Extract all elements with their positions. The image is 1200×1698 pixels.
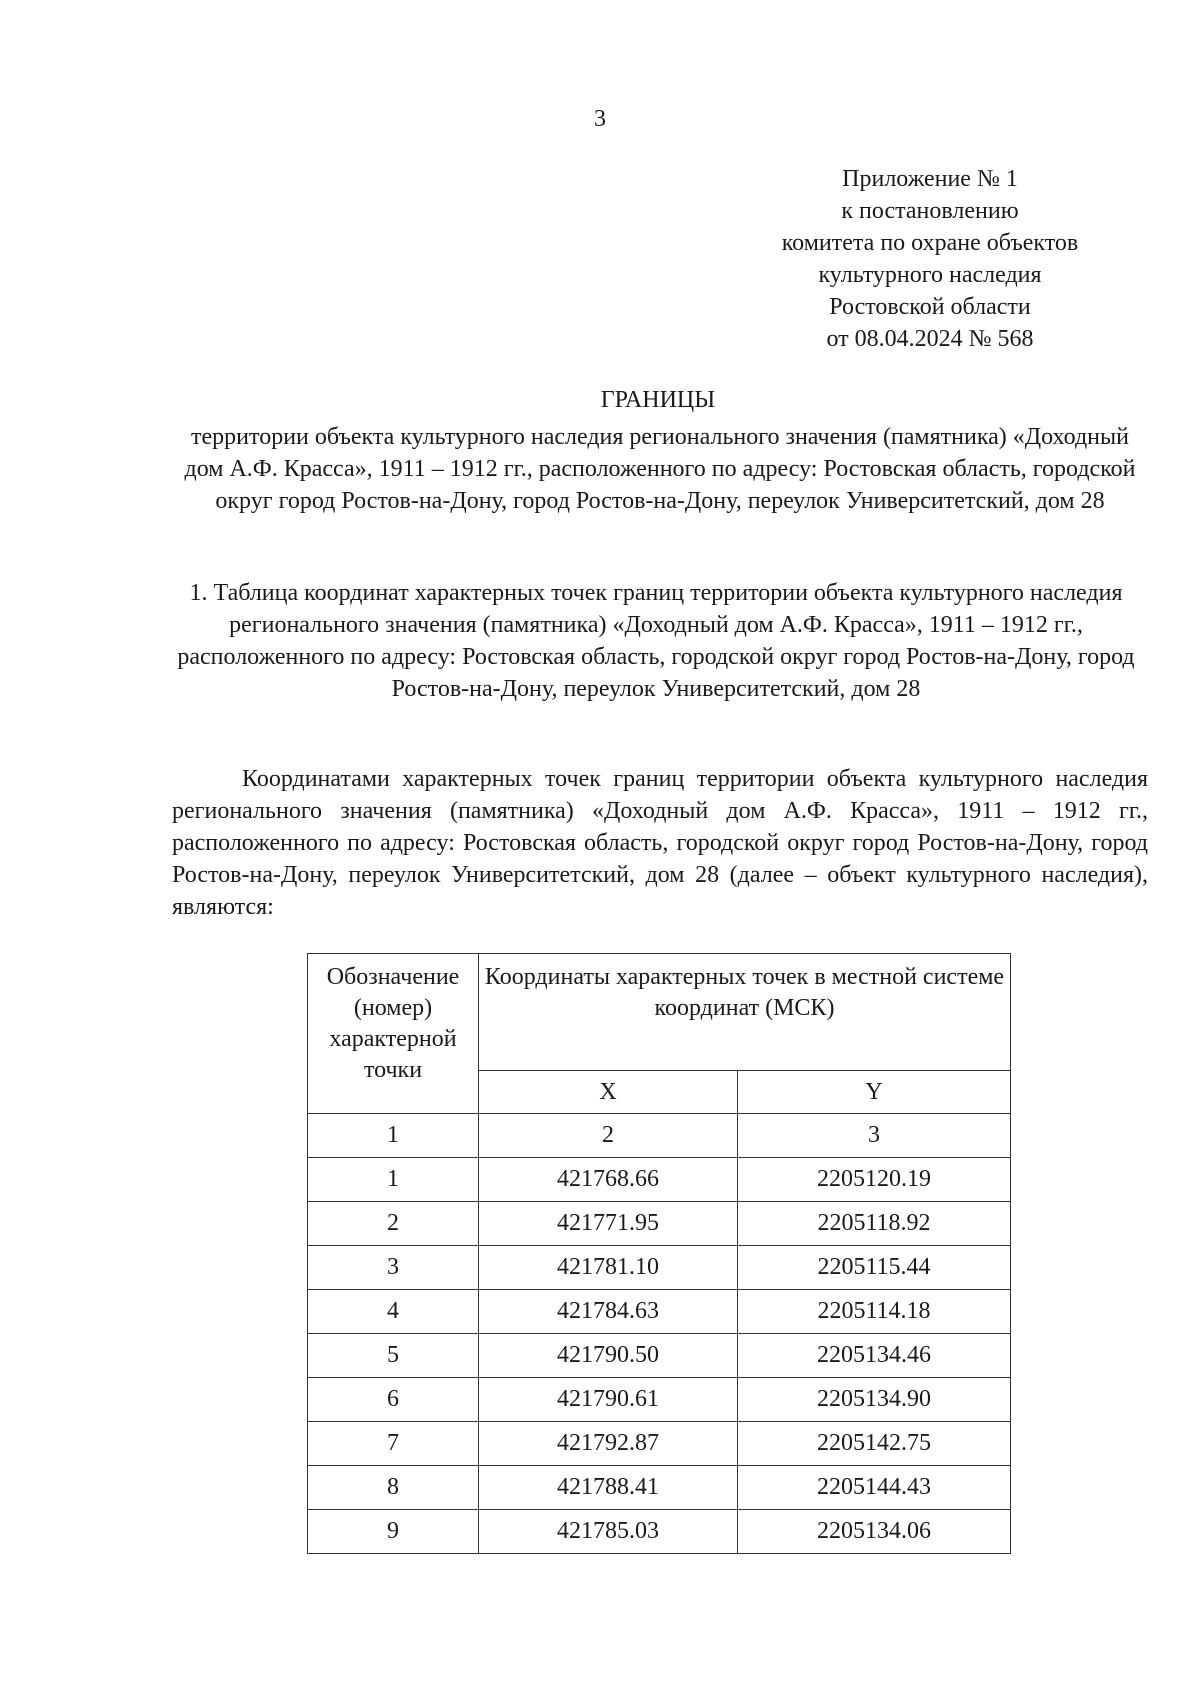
y-coordinate-cell: 2205118.92 xyxy=(738,1202,1011,1246)
x-coordinate-cell: 421785.03 xyxy=(479,1510,738,1554)
header-coordinates: Координаты характерных точек в местной системе координат (МСК) xyxy=(479,954,1011,1071)
appendix-line: культурного наследия xyxy=(818,262,1042,288)
column-index: 3 xyxy=(738,1114,1011,1158)
appendix-line: Ростовской области xyxy=(829,294,1031,320)
point-number-cell: 7 xyxy=(308,1422,479,1466)
point-number-cell: 4 xyxy=(308,1290,479,1334)
x-coordinate-cell: 421784.63 xyxy=(479,1290,738,1334)
header-y: Y xyxy=(738,1071,1011,1114)
intro-paragraph: Координатами характерных точек границ территории объекта культурного наследия регионального значения (памятника) «Доходный дом А.Ф. Красса», 1911 – 1912 гг., расположенного по адресу: Ростовская область, городской округ город Ростов-на-Дону, город Ростов-на-Дону, переулок Университетский, дом 28 (далее – объект культурного наследия), являются: xyxy=(172,766,1148,920)
x-coordinate-cell: 421790.61 xyxy=(479,1378,738,1422)
point-number-cell: 3 xyxy=(308,1246,479,1290)
section-heading: 1. Таблица координат характерных точек границ территории объекта культурного наследия регионального значения (памятника) «Доходный дом А.Ф. Красса», 1911 – 1912 гг., расположенного по адресу: Ростовская область, городской округ город Ростов-на-Дону, город Ростов-на-Дону, переулок Университетский, дом 28 xyxy=(177,580,1135,702)
header-x: X xyxy=(479,1071,738,1114)
header-point-label: Обозначение (номер) характерной точки xyxy=(308,954,479,1114)
y-coordinate-cell: 2205144.43 xyxy=(738,1466,1011,1510)
table-row xyxy=(308,1202,1011,1246)
column-index: 1 xyxy=(308,1114,479,1158)
point-number-cell: 9 xyxy=(308,1510,479,1554)
point-number-cell: 2 xyxy=(308,1202,479,1246)
coordinates-table xyxy=(307,953,1011,1554)
x-coordinate-cell: 421771.95 xyxy=(479,1202,738,1246)
appendix-line: к постановлению xyxy=(841,198,1019,224)
x-coordinate-cell: 421781.10 xyxy=(479,1246,738,1290)
table-row xyxy=(308,1334,1011,1378)
x-coordinate-cell: 421768.66 xyxy=(479,1158,738,1202)
table-row xyxy=(308,1290,1011,1334)
x-coordinate-cell: 421788.41 xyxy=(479,1466,738,1510)
y-coordinate-cell: 2205134.46 xyxy=(738,1334,1011,1378)
appendix-line: комитета по охране объектов xyxy=(781,230,1079,256)
table-row xyxy=(308,1510,1011,1554)
document-subtitle: территории объекта культурного наследия регионального значения (памятника) «Доходный дом А.Ф. Красса», 1911 – 1912 гг., расположенного по адресу: Ростовская область, городской округ город Ростов-на-Дону, город Ростов-на-Дону, переулок Университетский, дом 28 xyxy=(184,424,1136,514)
y-coordinate-cell: 2205142.75 xyxy=(738,1422,1011,1466)
y-coordinate-cell: 2205134.90 xyxy=(738,1378,1011,1422)
y-coordinate-cell: 2205134.06 xyxy=(738,1510,1011,1554)
x-coordinate-cell: 421792.87 xyxy=(479,1422,738,1466)
table-row xyxy=(308,1466,1011,1510)
point-number-cell: 6 xyxy=(308,1378,479,1422)
column-index-row xyxy=(308,1114,1011,1158)
point-number-cell: 5 xyxy=(308,1334,479,1378)
y-coordinate-cell: 2205114.18 xyxy=(738,1290,1011,1334)
appendix-block xyxy=(720,163,1140,355)
y-coordinate-cell: 2205120.19 xyxy=(738,1158,1011,1202)
page-number: 3 xyxy=(594,106,606,132)
point-number-cell: 1 xyxy=(308,1158,479,1202)
y-coordinate-cell: 2205115.44 xyxy=(738,1246,1011,1290)
table-row xyxy=(308,1158,1011,1202)
appendix-line: от 08.04.2024 № 568 xyxy=(826,326,1034,352)
point-number-cell: 8 xyxy=(308,1466,479,1510)
table-row xyxy=(308,1378,1011,1422)
table-row xyxy=(308,1422,1011,1466)
appendix-line: Приложение № 1 xyxy=(842,166,1018,192)
column-index: 2 xyxy=(479,1114,738,1158)
table-row xyxy=(308,1246,1011,1290)
x-coordinate-cell: 421790.50 xyxy=(479,1334,738,1378)
document-title: ГРАНИЦЫ xyxy=(600,387,716,413)
